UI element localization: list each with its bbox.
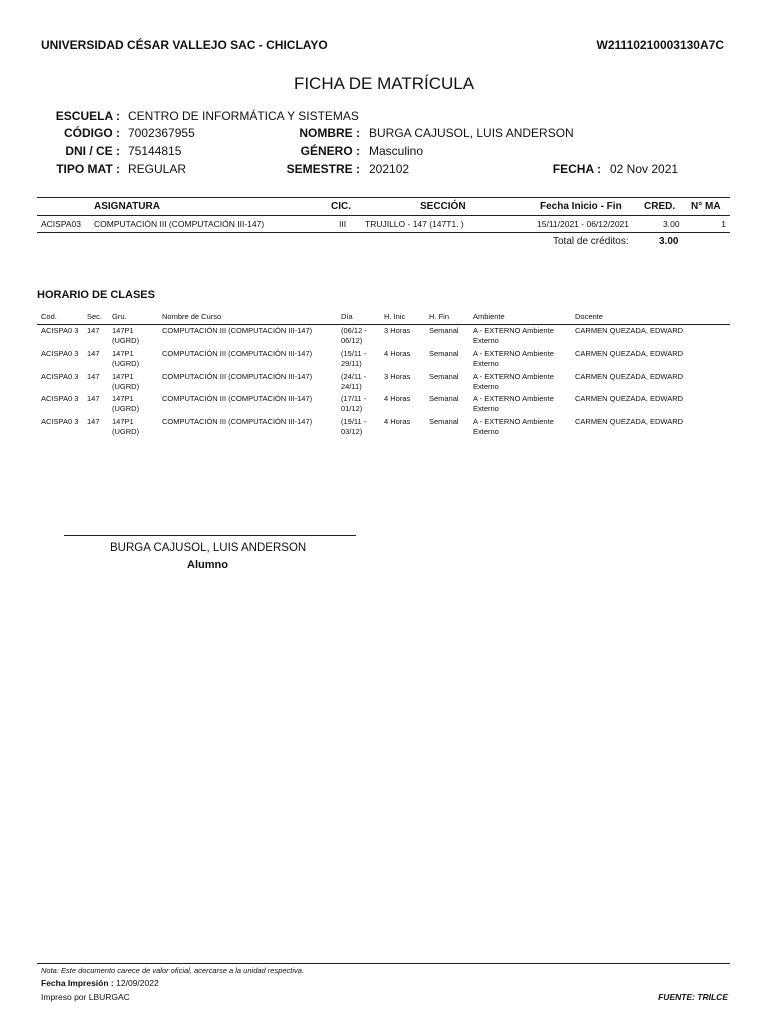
schedule-cell-hfin: Semanal bbox=[429, 348, 459, 358]
fecha-value: 02 Nov 2021 bbox=[610, 162, 679, 176]
sch-col-curso: Nombre de Curso bbox=[162, 312, 222, 321]
print-date bbox=[41, 978, 159, 988]
course-seccion: TRUJILLO - 147 (147T1. ) bbox=[365, 219, 464, 229]
schedule-cell-curso: COMPUTACIÓN III (COMPUTACIÓN III-147) bbox=[162, 394, 313, 404]
sch-col-gru: Gru. bbox=[112, 312, 127, 321]
escuela-value: CENTRO DE INFORMÁTICA Y SISTEMAS bbox=[128, 109, 359, 123]
schedule-cell-dia: (19/11 - 03/12) bbox=[341, 417, 367, 437]
schedule-cell-ambiente: A - EXTERNO Ambiente Externo bbox=[473, 326, 554, 345]
schedule-cell-ambiente: A - EXTERNO Ambiente Externo bbox=[473, 348, 554, 368]
schedule-cell-cod: ACISPA0 3 bbox=[41, 394, 79, 404]
escuela-label: ESCUELA : bbox=[55, 109, 120, 123]
col-fechas: Fecha Inicio - Fin bbox=[540, 201, 622, 212]
schedule-cell-curso: COMPUTACIÓN III (COMPUTACIÓN III-147) bbox=[162, 348, 313, 358]
schedule-cell-docente: CARMEN QUEZADA, EDWARD bbox=[575, 394, 684, 404]
codigo-label: CÓDIGO : bbox=[64, 126, 120, 140]
schedule-cell-curso: COMPUTACIÓN III (COMPUTACIÓN III-147) bbox=[162, 326, 313, 335]
nombre-label: NOMBRE : bbox=[299, 126, 360, 140]
col-asignatura: ASIGNATURA bbox=[94, 201, 160, 212]
sch-col-ambiente: Ambiente bbox=[473, 312, 505, 321]
schedule-cell-gru: 147P1 (UGRD) bbox=[112, 417, 140, 437]
schedule-cell-hfin: Semanal bbox=[429, 417, 459, 427]
schedule-cell-curso: COMPUTACIÓN III (COMPUTACIÓN III-147) bbox=[162, 371, 313, 381]
schedule-cell-dia: (17/11 - 01/12) bbox=[341, 394, 367, 414]
source-label: FUENTE: TRILCE bbox=[658, 992, 728, 1002]
semestre-value: 202102 bbox=[369, 162, 410, 176]
schedule-cell-cod: ACISPA0 3 bbox=[41, 417, 79, 427]
signature-name: BURGA CAJUSOL, LUIS ANDERSON bbox=[110, 542, 307, 554]
schedule-cell-docente: CARMEN QUEZADA, EDWARD bbox=[575, 417, 684, 427]
schedule-cell-gru: 147P1 (UGRD) bbox=[112, 348, 140, 368]
course-name: COMPUTACIÓN III (COMPUTACIÓN III-147) bbox=[94, 219, 265, 229]
sch-col-sec: Sec. bbox=[87, 312, 103, 321]
total-creditos-value: 3.00 bbox=[659, 236, 679, 247]
signature-line bbox=[64, 535, 356, 536]
schedule-cell-ambiente: A - EXTERNO Ambiente Externo bbox=[473, 394, 554, 414]
total-creditos-label: Total de créditos: bbox=[553, 236, 629, 247]
schedule-cell-hinic: 3 Horas bbox=[384, 371, 411, 381]
dni-label: DNI / CE : bbox=[65, 144, 120, 158]
schedule-cell-hfin: Semanal bbox=[429, 371, 459, 381]
printed-by: Impreso por LBURGAC bbox=[41, 992, 130, 1002]
col-seccion: SECCIÓN bbox=[420, 201, 466, 212]
codigo-value: 7002367955 bbox=[128, 126, 195, 140]
schedule-cell-docente: CARMEN QUEZADA, EDWARD bbox=[575, 371, 684, 381]
print-date-value: 12/09/2022 bbox=[116, 978, 159, 988]
dni-value: 75144815 bbox=[128, 144, 182, 158]
tipo-mat-label: TIPO MAT : bbox=[56, 162, 120, 176]
course-ciclo: III bbox=[339, 219, 347, 229]
schedule-cell-sec: 147 bbox=[87, 394, 100, 404]
schedule-cell-curso: COMPUTACIÓN III (COMPUTACIÓN III-147) bbox=[162, 417, 313, 427]
col-ciclo: CIC. bbox=[331, 201, 351, 212]
schedule-cell-hinic: 4 Horas bbox=[384, 348, 411, 358]
schedule-cell-sec: 147 bbox=[87, 326, 100, 335]
schedule-cell-gru: 147P1 (UGRD) bbox=[112, 371, 140, 391]
course-fechas: 15/11/2021 - 06/12/2021 bbox=[537, 219, 630, 229]
schedule-cell-gru: 147P1 (UGRD) bbox=[112, 326, 140, 345]
schedule-title: HORARIO DE CLASES bbox=[37, 289, 155, 301]
schedule-cell-cod: ACISPA0 3 bbox=[41, 348, 79, 358]
courses-top-rule bbox=[37, 197, 730, 198]
schedule-header-rule bbox=[37, 324, 730, 325]
schedule-cell-sec: 147 bbox=[87, 371, 100, 381]
schedule-cell-gru: 147P1 (UGRD) bbox=[112, 394, 140, 414]
schedule-cell-docente: CARMEN QUEZADA, EDWARD bbox=[575, 326, 684, 335]
col-nma: N° MA bbox=[691, 201, 721, 212]
sch-col-dia: Día bbox=[341, 312, 353, 321]
schedule-cell-sec: 147 bbox=[87, 348, 100, 358]
schedule-cell-cod: ACISPA0 3 bbox=[41, 371, 79, 381]
sch-col-docente: Docente bbox=[575, 312, 603, 321]
schedule-cell-docente: CARMEN QUEZADA, EDWARD bbox=[575, 348, 684, 358]
courses-bottom-rule bbox=[37, 232, 730, 233]
schedule-cell-hinic: 3 Horas bbox=[384, 326, 411, 335]
schedule-cell-dia: (24/11 - 24/11) bbox=[341, 371, 367, 391]
genero-label: GÉNERO : bbox=[300, 144, 360, 158]
schedule-cell-hinic: 4 Horas bbox=[384, 417, 411, 427]
sch-col-hfin: H. Fin bbox=[429, 312, 450, 321]
schedule-cell-dia: (06/12 - 06/12) bbox=[341, 326, 367, 345]
sch-col-cod: Cod. bbox=[41, 312, 57, 321]
tipo-mat-value: REGULAR bbox=[128, 162, 187, 176]
schedule-cell-cod: ACISPA0 3 bbox=[41, 326, 79, 335]
nombre-value: BURGA CAJUSOL, LUIS ANDERSON bbox=[369, 126, 574, 140]
signature-role: Alumno bbox=[187, 559, 228, 571]
col-creditos: CRED. bbox=[644, 201, 676, 212]
courses-header-rule bbox=[37, 215, 730, 216]
schedule-cell-dia: (15/11 - 29/11) bbox=[341, 348, 367, 368]
page-title: FICHA DE MATRÍCULA bbox=[293, 74, 475, 93]
schedule-cell-hfin: Semanal bbox=[429, 326, 459, 335]
course-nma: 1 bbox=[721, 219, 726, 229]
document-code: W21110210003130A7C bbox=[596, 38, 724, 52]
sch-col-hinic: H. Inic bbox=[384, 312, 406, 321]
footer-rule bbox=[37, 963, 730, 964]
course-code: ACISPA03 bbox=[41, 219, 82, 229]
university-name: UNIVERSIDAD CÉSAR VALLEJO SAC - CHICLAYO bbox=[41, 38, 328, 52]
schedule-cell-sec: 147 bbox=[87, 417, 100, 427]
fecha-label: FECHA : bbox=[552, 162, 601, 176]
semestre-label: SEMESTRE : bbox=[286, 162, 360, 176]
print-date-label: Fecha Impresión : bbox=[41, 978, 114, 988]
schedule-cell-ambiente: A - EXTERNO Ambiente Externo bbox=[473, 371, 554, 391]
course-creditos: 3.00 bbox=[663, 219, 680, 229]
schedule-cell-hfin: Semanal bbox=[429, 394, 459, 404]
schedule-cell-hinic: 4 Horas bbox=[384, 394, 411, 404]
genero-value: Masculino bbox=[369, 144, 424, 158]
footer-note: Nota: Este documento carece de valor oficial, acercarse a la unidad respectiva. bbox=[41, 966, 305, 975]
schedule-cell-ambiente: A - EXTERNO Ambiente Externo bbox=[473, 417, 554, 437]
